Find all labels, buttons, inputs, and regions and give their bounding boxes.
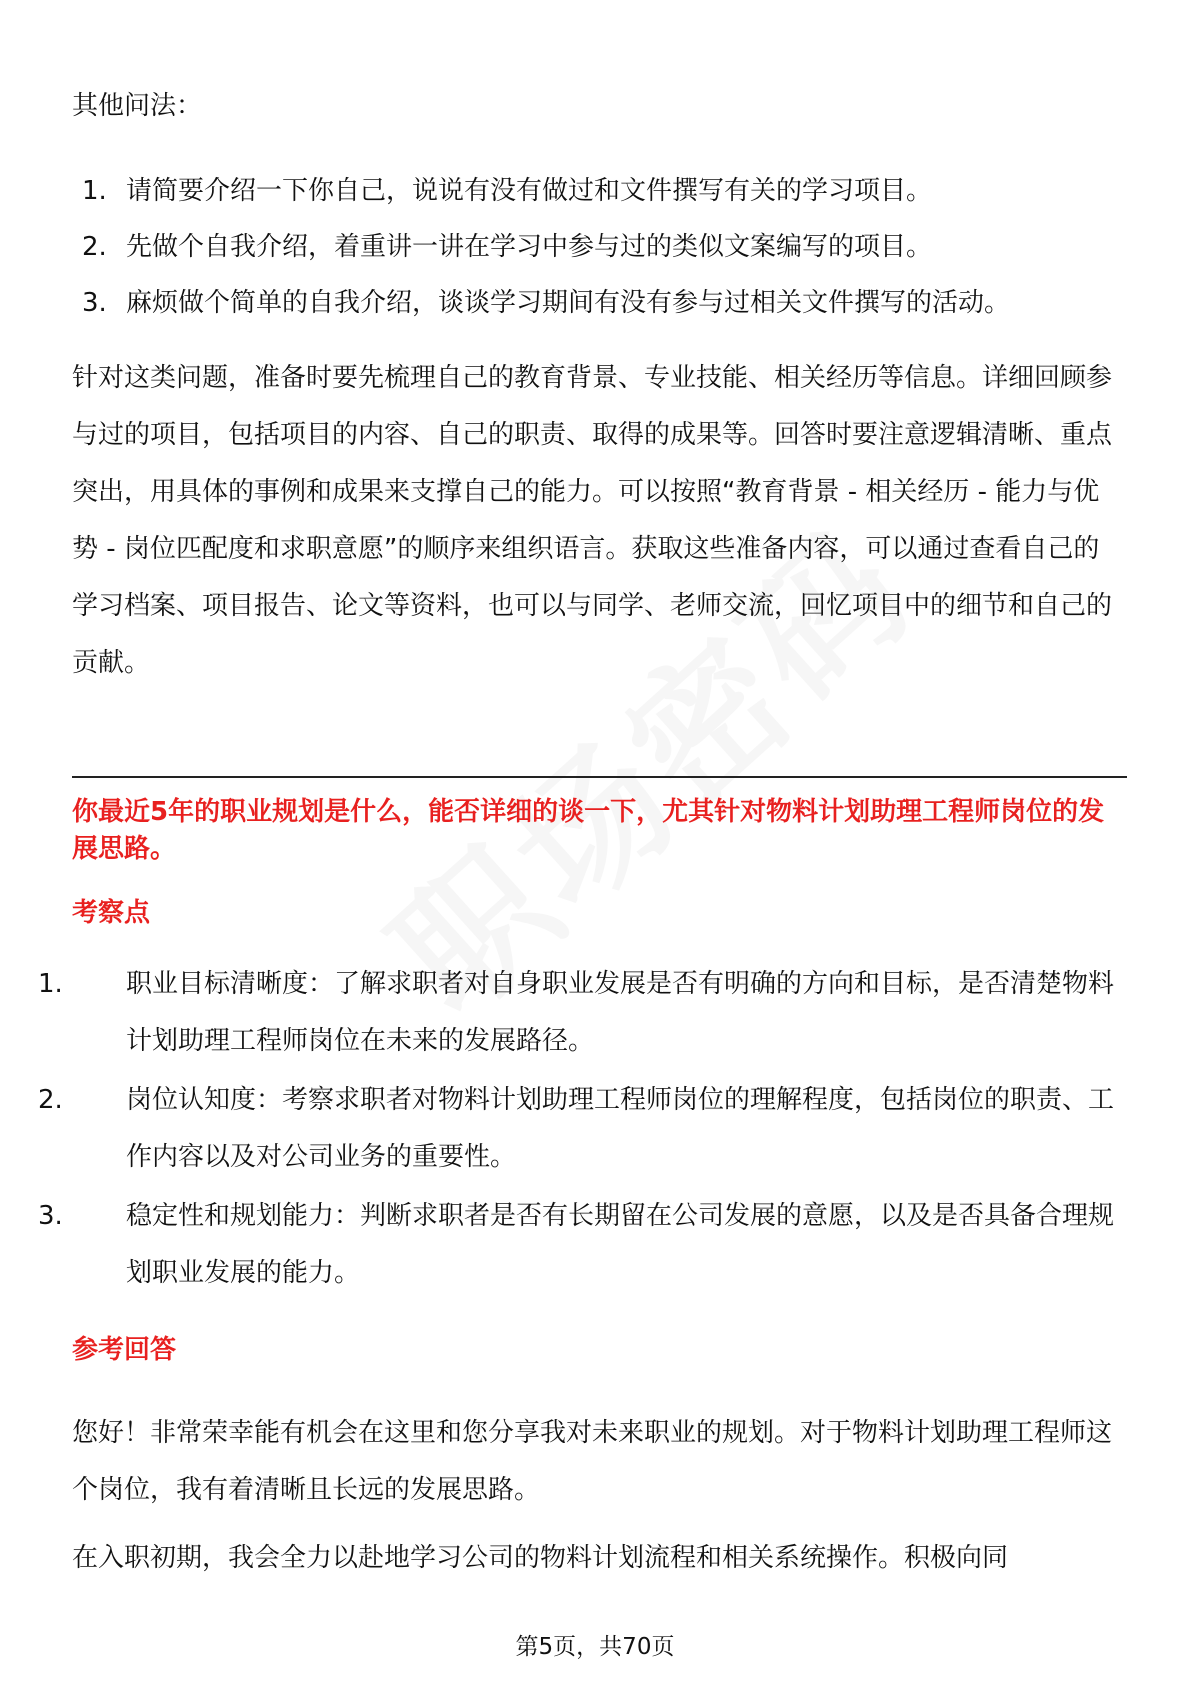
answer-paragraph: 在入职初期，我会全力以赴地学习公司的物料计划流程和相关系统操作。积极向同 (72, 1543, 1009, 1573)
list-item (82, 275, 1117, 332)
list-number: 1. (38, 969, 63, 999)
list-number: 2. (82, 232, 107, 262)
list-text: 麻烦做个简单的自我介绍，谈谈学习期间有没有参与过相关文件撰写的活动。 (126, 288, 1011, 318)
list-item (38, 1188, 1117, 1302)
section-divider (72, 776, 1127, 778)
list-text: 先做个自我介绍，着重讲一讲在学习中参与过的类似文案编写的项目。 (126, 232, 933, 262)
list-number: 1. (82, 176, 107, 206)
list-item (82, 219, 1117, 276)
list-text: 稳定性和规划能力：判断求职者是否有长期留在公司发展的意愿，以及是否具备合理规划职业发展的能力。 (126, 1201, 1115, 1288)
points-heading: 考察点 (72, 898, 151, 928)
list-number: 2. (38, 1085, 63, 1115)
list-number: 3. (38, 1201, 63, 1231)
list-text: 请简要介绍一下你自己，说说有没有做过和文件撰写有关的学习项目。 (126, 176, 933, 206)
list-text: 岗位认知度：考察求职者对物料计划助理工程师岗位的理解程度，包括岗位的职责、工作内容以及对公司业务的重要性。 (126, 1085, 1115, 1172)
answer-heading: 参考回答 (72, 1335, 177, 1365)
list-item (82, 163, 1117, 220)
advice-paragraph: 针对这类问题，准备时要先梳理自己的教育背景、专业技能、相关经历等信息。详细回顾参与过的项目，包括项目的内容、自己的职责、取得的成果等。回答时要注意逻辑清晰、重点突出，用具体的事例和成果来支撑自己的能力。可以按照“教育背景 - 相关经历 - 能力与优势 - 岗位匹配度和求职意愿”的顺序来组织语言。获取这些准备内容，可以通过查看自己的学习档案、项目报告、论文等资料，也可以与同学、老师交流，回忆项目中的细节和自己的贡献。 (72, 363, 1113, 678)
page-number: 第5页，共70页 (515, 1634, 675, 1660)
list-item (38, 1072, 1117, 1186)
intro-label: 其他问法： (72, 91, 203, 121)
question-title: 你最近5年的职业规划是什么，能否详细的谈一下，尤其针对物料计划助理工程师岗位的发展思路。 (72, 797, 1105, 864)
list-number: 3. (82, 288, 107, 318)
list-text: 职业目标清晰度：了解求职者对自身职业发展是否有明确的方向和目标，是否清楚物料计划助理工程师岗位在未来的发展路径。 (126, 969, 1115, 1056)
list-item (38, 956, 1117, 1070)
answer-paragraph: 您好！非常荣幸能有机会在这里和您分享我对未来职业的规划。对于物料计划助理工程师这个岗位，我有着清晰且长远的发展思路。 (72, 1418, 1113, 1505)
